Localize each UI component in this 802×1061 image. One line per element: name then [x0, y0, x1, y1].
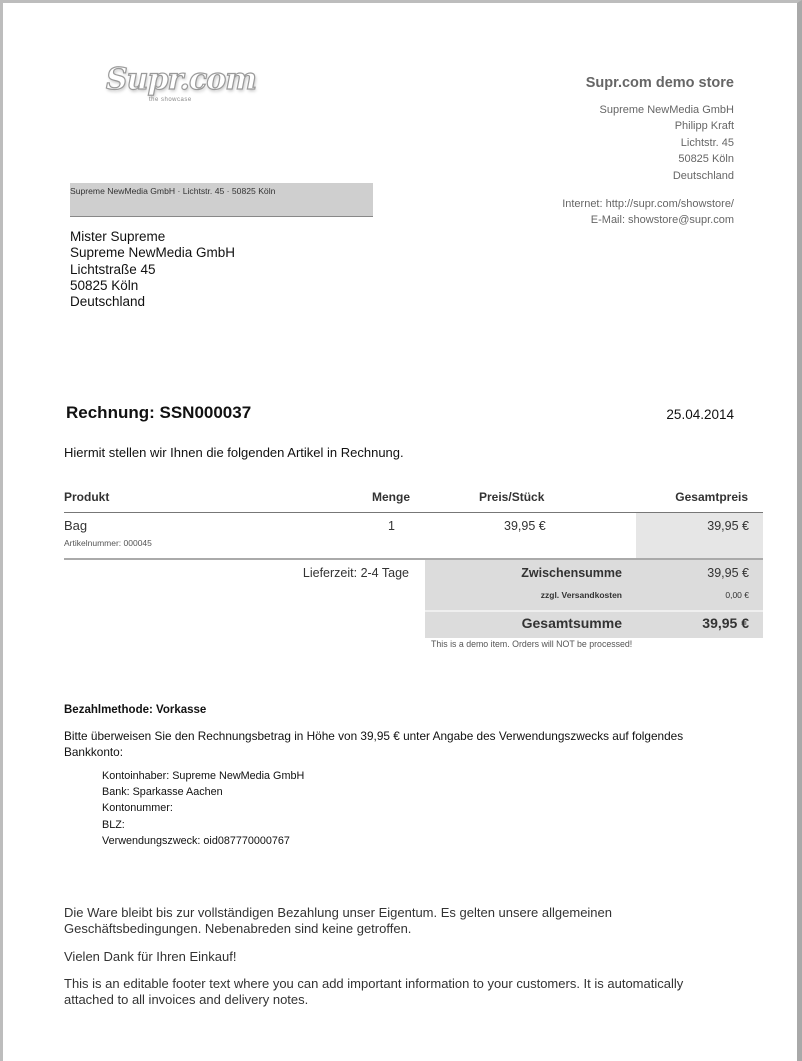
sender-return-address: Supreme NewMedia GmbH · Lichtstr. 45 · 50825 Köln	[70, 183, 373, 217]
bank-code: BLZ:	[102, 818, 125, 831]
column-header-product: Produkt	[64, 490, 110, 504]
store-title: Supr.com demo store	[585, 75, 734, 91]
recipient-line: Deutschland	[70, 294, 146, 310]
delivery-time: Lieferzeit: 2-4 Tage	[302, 566, 409, 580]
payment-reference: Verwendungszweck: oid087770000767	[102, 834, 290, 847]
item-article-number: Artikelnummer: 000045	[64, 538, 152, 548]
bank-account-number: Kontonummer:	[102, 802, 173, 815]
bank-details	[102, 768, 304, 849]
item-product-name: Bag	[64, 518, 88, 533]
store-address-line: Deutschland	[672, 169, 734, 182]
grand-total-label: Gesamtsumme	[521, 615, 622, 631]
recipient-line: Supreme NewMedia GmbH	[70, 245, 236, 261]
item-total: 39,95 €	[707, 519, 749, 533]
item-quantity: 1	[388, 519, 395, 533]
payment-method-title: Bezahlmethode: Vorkasse	[64, 704, 207, 716]
store-logo: Supr.com	[106, 62, 256, 97]
demo-notice: This is a demo item. Orders will NOT be processed!	[431, 639, 633, 649]
subtotal-label: Zwischensumme	[521, 566, 622, 580]
store-internet: Internet: http://supr.com/showstore/	[562, 198, 734, 211]
column-header-total: Gesamtpreis	[675, 490, 748, 504]
invoice-title: Rechnung: SSN000037	[66, 403, 252, 422]
column-header-unit-price: Preis/Stück	[479, 490, 545, 504]
footer-thanks: Vielen Dank für Ihren Einkauf!	[64, 949, 237, 964]
store-address-line: Supreme NewMedia GmbH	[599, 104, 734, 116]
shipping-value: 0,00 €	[725, 590, 749, 600]
bank-account-holder: Kontoinhaber: Supreme NewMedia GmbH	[102, 770, 305, 782]
footer-editable-text: This is an editable footer text where you can add important information to your customers. It is automatically attached to all invoices and delivery notes.	[64, 976, 684, 1007]
payment-instructions: Bitte überweisen Sie den Rechnungsbetrag in Höhe von 39,95 € unter Angabe des Verwendungszwecks auf folgendes Bankkonto:	[64, 729, 684, 759]
store-address-line: 50825 Köln	[678, 153, 734, 166]
recipient-line: Lichtstraße 45	[70, 261, 156, 277]
invoice-date: 25.04.2014	[666, 407, 734, 422]
invoice-intro: Hiermit stellen wir Ihnen die folgenden Artikel in Rechnung.	[64, 445, 404, 460]
footer-terms: Die Ware bleibt bis zur vollständigen Bezahlung unser Eigentum. Es gelten unsere allgemeinen Geschäftsbedingungen. Nebenabreden sind keine getroffen.	[64, 905, 612, 936]
shipping-label: zzgl. Versandkosten	[540, 590, 622, 600]
subtotal-value: 39,95 €	[707, 566, 749, 580]
grand-total-value: 39,95 €	[702, 615, 749, 631]
recipient-address	[70, 229, 235, 310]
column-header-quantity: Menge	[372, 490, 411, 504]
recipient-line: Mister Supreme	[70, 229, 166, 244]
bank-name: Bank: Sparkasse Aachen	[102, 786, 223, 799]
store-email: E-Mail: showstore@supr.com	[590, 214, 734, 227]
store-address-line: Lichtstr. 45	[680, 136, 734, 149]
item-unit-price: 39,95 €	[504, 519, 546, 533]
store-address-line: Philipp Kraft	[674, 120, 734, 133]
totals-divider	[425, 610, 763, 612]
store-logo-subtitle: the showcase	[149, 97, 192, 103]
store-info	[434, 75, 734, 229]
recipient-line: 50825 Köln	[70, 277, 139, 293]
